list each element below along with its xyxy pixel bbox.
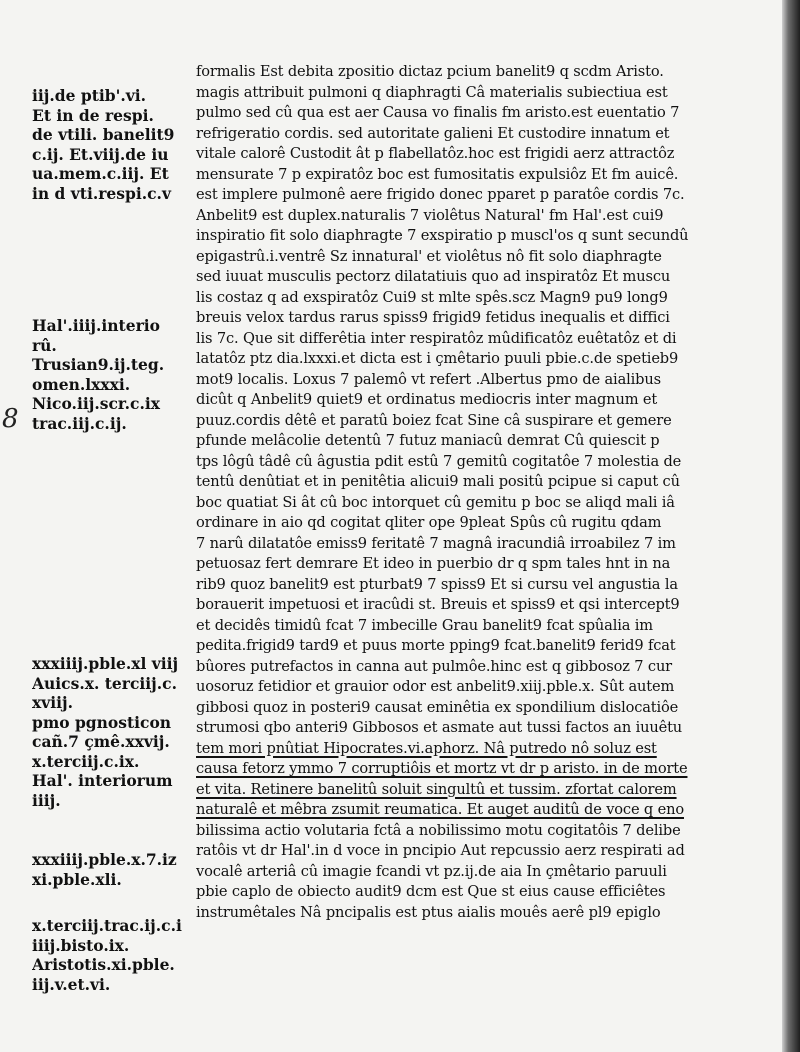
margin-note-line: xi.pble.xli. [32, 869, 122, 889]
margin-note-group-2 [32, 316, 202, 433]
text-line: dicût q Anbelit9 quiet9 et ordinatus mediocris inter magnum et [196, 391, 658, 408]
handwritten-pen-mark: 8 [2, 404, 19, 434]
scan-edge-shadow [782, 0, 800, 1052]
text-line: pbie caplo de obiecto audit9 dcm est Que st eius cause efficiêtes [196, 883, 666, 900]
main-text-column [196, 62, 774, 923]
margin-note-line: Et in de respi. [32, 105, 154, 125]
margin-note-line: trac.iij.c.ij. [32, 413, 127, 433]
margin-note-line: Trusian9.ij.teg. [32, 355, 165, 374]
text-line-underlined: tem mori pnûtiat Hipocrates.vi.aphorz. Nâ putredo nô soluz est [196, 739, 657, 757]
text-line: ordinare in aio qd cogitat qliter ope 9pleat Spûs cû rugitu qdam [196, 514, 662, 531]
margin-note-line: xviij. [32, 693, 74, 712]
margin-note-group-3 [32, 654, 202, 810]
text-line-underlined: et vita. Retinere banelitû soluit singultû et tussim. zfortat calorem [196, 780, 677, 798]
margin-note-line: Hal'.iiij.interio [32, 316, 160, 335]
margin-note-line: c.ij. Et.viij.de iu [32, 144, 169, 164]
text-line: bûores putrefactos in canna aut pulmôe.hinc est q gibbosoz 7 cur [196, 657, 673, 675]
text-line: epigastrû.i.ventrê Sz innatural' et violêtus nô fit solo diaphragte [196, 247, 662, 265]
text-line: refrigeratio cordis. sed autoritate galieni Et custodire innatum et [196, 124, 670, 142]
text-line: Anbelit9 est duplex.naturalis 7 violêtus Natural' fm Hal'.est cui9 [196, 206, 664, 224]
text-line: borauerit impetuosi et iracûdi st. Breuis et spiss9 et qsi intercept9 [196, 596, 680, 613]
margin-note-line: xxxiiij.pble.xl viij [32, 654, 179, 673]
margin-note-line: rû. [32, 335, 57, 355]
text-line: inspiratio fit solo diaphragte 7 exspiratio p muscl'os q sunt secundû [196, 227, 689, 244]
margin-note-line: iiij. [32, 790, 61, 810]
text-line-underlined: naturalê et mêbra zsumit reumatica. Et auget auditû de voce q eno [196, 801, 684, 818]
text-line: pedita.frigid9 tard9 et puus morte pping9 fcat.banelit9 ferid9 fcat [196, 637, 676, 654]
text-line: pfunde melâcolie detentû 7 futuz maniacû demrat Cû quiescit p [196, 432, 660, 449]
text-line: boc quatiat Si ât cû boc intorquet cû gemitu p boc se aliqd mali iâ [196, 493, 675, 511]
text-line: vitale calorê Custodit ât p flabellatôz.hoc est frigidi aerz attractôz [196, 145, 675, 162]
margin-note-line: cañ.7 çmê.xxvij. [32, 732, 170, 751]
text-line-underlined: causa fetorz ymmo 7 corruptiôis et mortz vt dr p aristo. in de morte [196, 760, 688, 777]
text-line: et decidês timidû fcat 7 imbecille Grau banelit9 fcat spûalia im [196, 616, 653, 634]
margin-note-line: iij.de ptib'.vi. [32, 86, 147, 105]
text-line: pulmo sed cû qua est aer Causa vo finalis fm aristo.est euentatio 7 [196, 104, 680, 121]
text-line: bilissima actio volutaria fctâ a nobilissimo motu cogitatôis 7 delibe [196, 821, 681, 839]
margin-note-line: iiij.bisto.ix. [32, 935, 130, 955]
text-line: lis 7c. Que sit differêtia inter respiratôz mûdificatôz euêtatôz et di [196, 329, 677, 347]
text-line: magis attribuit pulmoni q diaphragti Câ materialis subiectiua est [196, 83, 668, 101]
text-line: latatôz ptz dia.lxxxi.et dicta est i çmêtario puuli pbie.c.de spetieb9 [196, 350, 679, 367]
bleed-through-ghost [80, 250, 88, 278]
margin-note-line: in d vti.respi.c.v [32, 183, 171, 203]
text-line: petuosaz fert demrare Et ideo in puerbio dr q spm tales hnt in na [196, 555, 671, 572]
margin-note-line: Aristotis.xi.pble. [32, 955, 175, 974]
text-line: tentû denûtiat et in penitêtia alicui9 mali positû pcipue si caput cû [196, 473, 680, 490]
text-line: uosoruz fetidior et grauior odor est anbelit9.xiij.pble.x. Sût autem [196, 678, 675, 695]
text-line: vocalê arteriâ cû imagie fcandi vt pz.ij.de aia In çmêtario paruuli [196, 862, 667, 880]
margin-note-group-4 [32, 850, 202, 889]
margin-note-line: pmo pgnosticon [32, 712, 172, 732]
text-line: instrumêtales Nâ pncipalis est ptus aialis mouês aerê pl9 epiglo [196, 903, 661, 921]
text-line: mot9 localis. Loxus 7 palemô vt refert .Albertus pmo de aialibus [196, 370, 661, 388]
margin-note-line: x.terciij.c.ix. [32, 751, 140, 771]
text-line: mensurate 7 p expiratôz boc est fumositatis expulsiôz Et fm auicê. [196, 165, 679, 183]
text-line: strumosi qbo anteri9 Gibbosos et asmate aut tussi factos an iuuêtu [196, 719, 683, 736]
margin-note-line: ua.mem.c.iij. Et [32, 164, 169, 183]
text-line: tps lôgû tâdê cû âgustia pdit estû 7 gemitû cogitatôe 7 molestia de [196, 452, 682, 470]
margin-note-line: de vtili. banelit9 [32, 125, 175, 144]
text-line: lis costaz q ad exspiratôz Cui9 st mlte spês.scz Magn9 pu9 long9 [196, 288, 668, 306]
text-line: sed iuuat musculis pectorz dilatatiuis quo ad inspiratôz Et muscu [196, 268, 671, 285]
text-line: puuz.cordis dêtê et paratû boiez fcat Sine câ suspirare et gemere [196, 411, 672, 429]
text-line: 7 narû dilatatôe emiss9 feritatê 7 magnâ iracundiâ irroabilez 7 im [196, 534, 676, 552]
margin-note-line: x.terciij.trac.ij.c.i [32, 916, 182, 935]
text-line: est implere pulmonê aere frigido donec pparet p paratôe cordis 7c. [196, 186, 685, 203]
margin-note-group-5 [32, 916, 202, 994]
margin-note-line: xxxiiij.pble.x.7.iz [32, 850, 177, 869]
text-line: ratôis vt dr Hal'.in d voce in pncipio Aut repcussio aerz respirati ad [196, 842, 685, 859]
margin-note-line: Nico.iij.scr.c.ix [32, 394, 161, 413]
text-line: rib9 quoz banelit9 est pturbat9 7 spiss9 Et si cursu vel angustia la [196, 575, 678, 593]
margin-note-line: iij.v.et.vi. [32, 974, 111, 994]
text-line: breuis velox tardus rarus spiss9 frigid9 fetidus inequalis et diffici [196, 309, 670, 326]
margin-note-group-1 [32, 86, 202, 203]
margin-note-line: Hal'. interiorum [32, 771, 173, 790]
margin-note-line: omen.lxxxi. [32, 374, 131, 394]
text-line: formalis Est debita zpositio dictaz pcium banelit9 q scdm Aristo. [196, 63, 664, 80]
text-line: gibbosi quoz in posteri9 causat eminêtia ex spondilium dislocatiôe [196, 698, 679, 716]
margin-note-line: Auics.x. terciij.c. [32, 673, 178, 693]
